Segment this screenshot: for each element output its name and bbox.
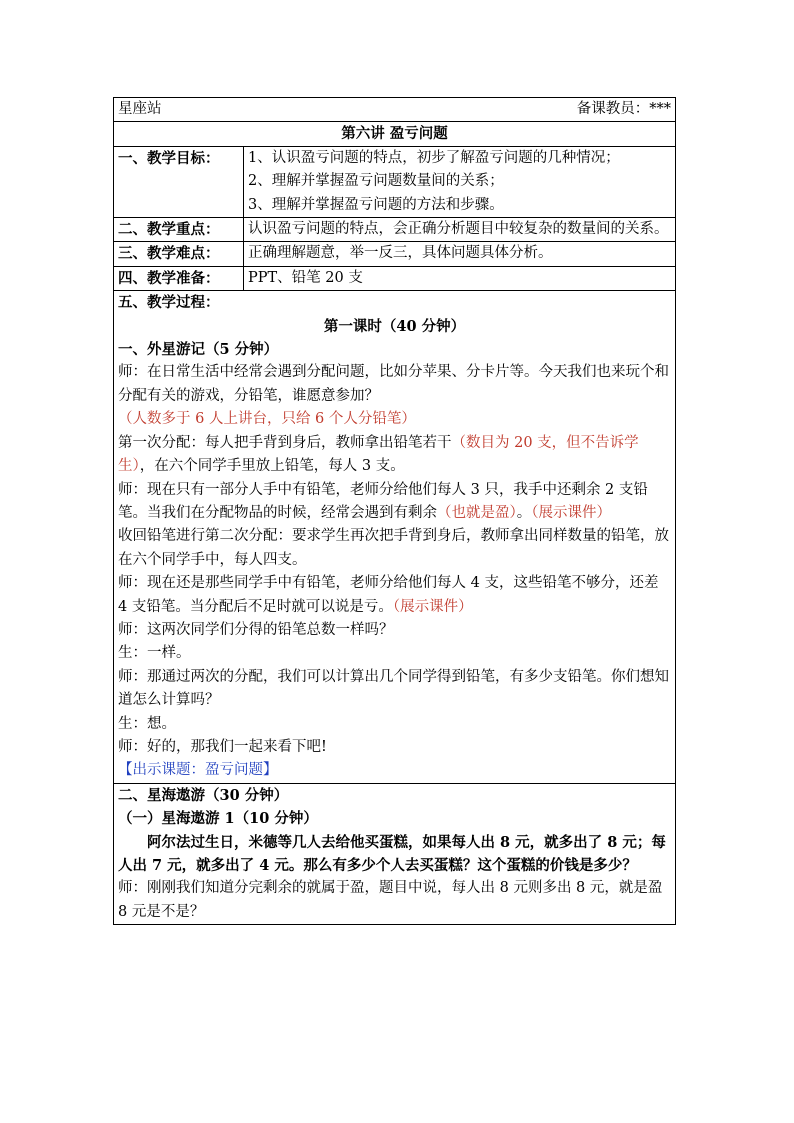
key-points-label: 二、教学重点： <box>114 218 244 242</box>
difficulties-text: 正确理解题意，举一反三，具体问题具体分析。 <box>244 242 676 266</box>
key-points-row <box>114 218 676 242</box>
goal-item: 3、理解并掌握盈亏问题的方法和步骤。 <box>248 196 504 213</box>
goal-item: 1、认识盈亏问题的特点，初步了解盈亏问题的几种情况； <box>248 149 620 166</box>
paragraph: 第一次分配：每人把手背到身后，教师拿出铅笔若干（数目为 20 支，但不告诉学生），在六个同学手里放上铅笔，每人 3 支。 <box>118 434 639 475</box>
preparation-row <box>114 266 676 290</box>
paragraph: 师：在日常生活中经常会遇到分配问题，比如分苹果、分卡片等。今天我们也来玩个和分配有关的游戏，分铅笔，谁愿意参加？ <box>118 364 669 404</box>
paragraph: 师：好的，那我们一起来看下吧! <box>118 738 327 755</box>
key-points-text: 认识盈亏问题的特点，会正确分析题目中较复杂的数量间的关系。 <box>244 218 676 242</box>
process-label: 五、教学过程： <box>118 294 220 312</box>
lesson-period: 第一课时（40 分钟） <box>323 317 466 335</box>
title-row <box>114 122 676 146</box>
paragraph: 师：现在还是那些同学手中有铅笔，老师分给他们每人 4 支，这些铅笔不够分，还差 4 支铅笔。当分配后不足时就可以说是亏。（展示课件） <box>118 575 659 615</box>
goals-label: 一、教学目标： <box>114 146 244 217</box>
paragraph: 师：这两次同学们分得的铅笔总数一样吗？ <box>118 621 394 638</box>
paragraph: 生：想。 <box>118 715 176 732</box>
preparation-text: PPT、铅笔 20 支 <box>244 266 676 290</box>
lesson-plan-table <box>113 97 676 925</box>
subsection-heading: （一）星海遨游 1（10 分钟） <box>118 810 318 828</box>
preparation-label: 四、教学准备： <box>114 266 244 290</box>
difficulties-label: 三、教学难点： <box>114 242 244 266</box>
paragraph: 师：刚刚我们知道分完剩余的就属于盈，题目中说，每人出 8 元则多出 8 元，就是盈 8 元是不是？ <box>118 880 663 920</box>
goal-item: 2、理解并掌握盈亏问题数量间的关系； <box>248 173 504 190</box>
paragraph: 师：那通过两次的分配，我们可以计算出几个同学得到铅笔，有多少支铅笔。你们想知道怎么计算吗？ <box>118 668 669 709</box>
paragraph: 收回铅笔进行第二次分配：要求学生再次把手背到身后，教师拿出同样数量的铅笔，放在六个同学手中，每人四支。 <box>118 528 669 568</box>
topic-display: 【出示课题：盈亏问题】 <box>118 762 278 779</box>
hint-note: （数目为 20 支，但不告诉学生） <box>118 434 639 475</box>
problem-statement: 阿尔法过生日，米德等几人去给他买蛋糕，如果每人出 8 元，就多出了 8 元；每人出 7 元，就多出了 4 元。那么有多少个人去买蛋糕？这个蛋糕的价钱是多少？ <box>118 833 666 874</box>
stage-note: （人数多于 6 人上讲台，只给 6 个人分铅笔） <box>118 411 416 428</box>
lesson-title: 第六讲 盈亏问题 <box>114 122 676 146</box>
difficulties-row <box>114 242 676 266</box>
section2-content <box>114 783 676 924</box>
process-content <box>114 291 676 784</box>
paragraph: 师：现在只有一部分人手中有铅笔，老师分给他们每人 3 只，我手中还剩余 2 支铅笔。当我们在分配物品的时候，经常会遇到有剩余（也就是盈）。（展示课件） <box>118 481 648 521</box>
show-slides-note: （展示课件） <box>531 504 611 521</box>
section-heading: 一、外星游记（5 分钟） <box>118 341 279 359</box>
process-row <box>114 291 676 784</box>
section2-row <box>114 783 676 924</box>
goals-row <box>114 146 676 217</box>
org-name: 星座站 <box>118 101 162 117</box>
show-slides-note: （展示课件） <box>392 598 473 615</box>
header-row <box>114 98 676 122</box>
teacher-label: 备课教员：*** <box>576 101 671 117</box>
lesson-plan-sheet <box>113 97 676 925</box>
paragraph: 生：一样。 <box>118 645 191 662</box>
section-heading: 二、星海遨游（30 分钟） <box>118 786 289 804</box>
goals-content <box>244 146 676 217</box>
hint-note: （也就是盈） <box>437 504 517 521</box>
